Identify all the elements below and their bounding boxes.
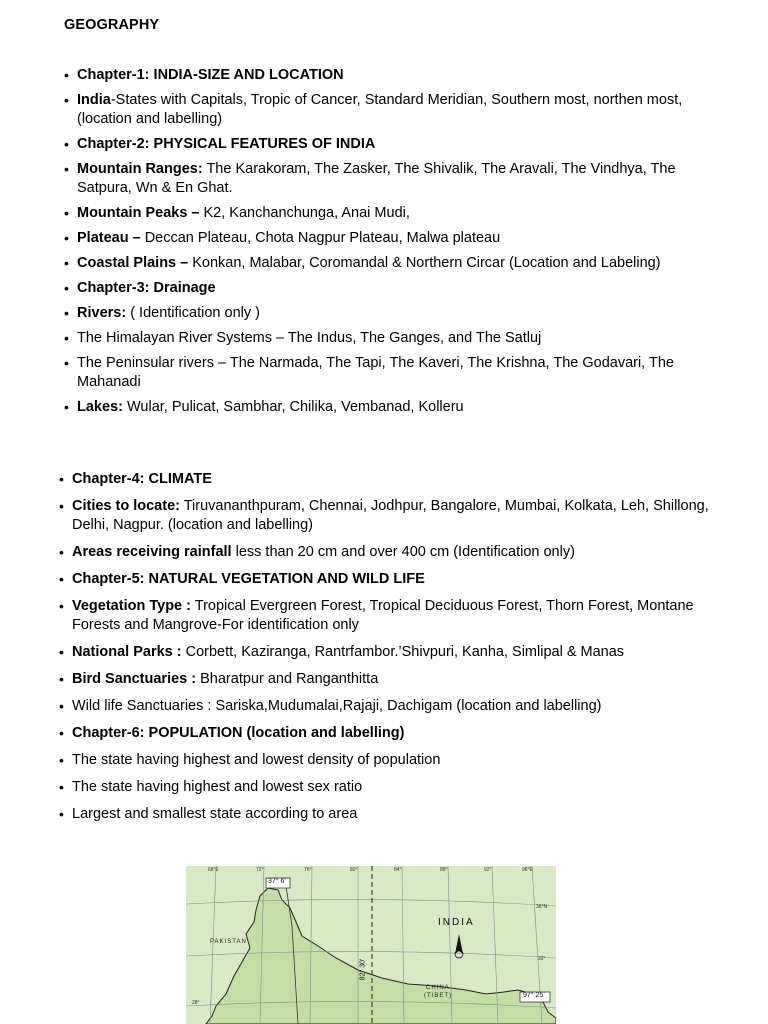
chapter-list-part-1 (77, 66, 717, 423)
item-text: Corbett, Kaziranga, Rantrfambor.’Shivpuri, Kanha, Simlipal & Manas (181, 644, 625, 660)
item-heading: Rivers: (77, 305, 127, 321)
list-item (72, 751, 717, 770)
list-item (77, 135, 717, 154)
list-item (77, 229, 717, 248)
lon-tick-7: 92° (484, 867, 492, 873)
list-item (72, 570, 717, 589)
india-label: INDIA (438, 917, 475, 928)
item-heading: Plateau – (77, 230, 141, 246)
map-label-layer (186, 866, 556, 1024)
item-text: Konkan, Malabar, Coromandal & Northern Circar (Location and Labeling) (188, 255, 661, 271)
item-text: The Peninsular rivers – The Narmada, The Tapi, The Kaveri, The Krishna, The Godavari, The Mahanadi (77, 355, 674, 390)
list-item (77, 254, 717, 273)
list-item (77, 398, 717, 417)
pakistan-label: PAKISTAN (210, 939, 247, 945)
list-item (72, 597, 717, 635)
standard-meridian-label: 82° 30' (359, 958, 367, 981)
list-item (72, 643, 717, 662)
list-item (72, 670, 717, 689)
list-item (77, 279, 717, 298)
item-text: Largest and smallest state according to area (72, 806, 358, 822)
list-item (77, 304, 717, 323)
item-heading: Chapter-3: Drainage (77, 280, 216, 296)
item-text: The Himalayan River Systems – The Indus, The Ganges, and The Satluj (77, 330, 542, 346)
item-heading: Chapter-2: PHYSICAL FEATURES OF INDIA (77, 136, 376, 152)
list-item (77, 160, 717, 198)
item-heading: Chapter-6: POPULATION (location and labelling) (72, 725, 405, 741)
item-text: The state having highest and lowest sex ratio (72, 779, 363, 795)
long-east-label: 97° 25' (523, 992, 545, 999)
lon-tick-2: 72° (256, 867, 264, 873)
chapter-list-part-2 (72, 470, 717, 832)
item-heading: Lakes: (77, 399, 123, 415)
list-item (72, 724, 717, 743)
list-item (77, 329, 717, 348)
item-text: The state having highest and lowest density of population (72, 752, 441, 768)
item-heading: Cities to locate: (72, 498, 180, 514)
item-text: K2, Kanchanchunga, Anai Mudi, (199, 205, 410, 221)
item-text: -States with Capitals, Tropic of Cancer, Standard Meridian, Southern most, northen most, (location and labelling) (77, 92, 683, 127)
item-text: less than 20 cm and over 400 cm (Identification only) (231, 544, 575, 560)
list-item (77, 91, 717, 129)
india-political-map (186, 866, 556, 1024)
lat-tick-2: 32° (538, 956, 546, 962)
list-item (72, 697, 717, 716)
item-text: Deccan Plateau, Chota Nagpur Plateau, Malwa plateau (140, 230, 501, 246)
item-text: Wild life Sanctuaries : Sariska,Mudumalai,Rajaji, Dachigam (location and labelling) (72, 698, 602, 714)
item-text: ( Identification only ) (126, 305, 260, 321)
list-item (72, 543, 717, 562)
list-item (77, 204, 717, 223)
item-heading: Chapter-1: INDIA-SIZE AND LOCATION (77, 67, 344, 83)
item-heading: Bird Sanctuaries : (72, 671, 197, 687)
item-heading: Vegetation Type : (72, 598, 191, 614)
list-item (77, 66, 717, 85)
list-item (72, 470, 717, 489)
lon-tick-3: 76° (304, 867, 312, 873)
item-heading: Chapter-4: CLIMATE (72, 471, 212, 487)
item-heading: Mountain Peaks – (77, 205, 200, 221)
list-item (77, 354, 717, 392)
lon-tick-5: 84° (394, 867, 402, 873)
item-text: Bharatpur and Ranganthitta (196, 671, 379, 687)
lat-tick-1: 36°N (536, 904, 548, 910)
item-heading: Mountain Ranges: (77, 161, 203, 177)
lon-tick-4: 80° (350, 867, 358, 873)
item-text: Tropical Evergreen Forest, Tropical Deciduous Forest, Thorn Forest, Montane Forests and Mangrove-For identification only (72, 598, 694, 633)
item-heading: Areas receiving rainfall (72, 544, 232, 560)
item-text: Wular, Pulicat, Sambhar, Chilika, Vembanad, Kolleru (122, 399, 464, 415)
item-heading: Coastal Plains – (77, 255, 189, 271)
lat-north-label: 37° 6' (268, 878, 286, 885)
item-text: Tiruvananthpuram, Chennai, Jodhpur, Bangalore, Mumbai, Kolkata, Leh, Shillong, Delhi, Nagpur. (location and labelling) (72, 498, 709, 533)
list-item (72, 497, 717, 535)
china-label: CHINA (426, 985, 450, 991)
lat-tick-3: 28° (192, 1000, 200, 1006)
list-item (72, 805, 717, 824)
item-text: The Karakoram, The Zasker, The Shivalik, The Aravali, The Vindhya, The Satpura, Wn & En Ghat. (77, 161, 676, 196)
tibet-label: (TIBET) (424, 993, 452, 999)
item-heading: India (77, 92, 111, 108)
lon-tick-6: 88° (440, 867, 448, 873)
lon-tick-1: 68°E (208, 867, 219, 873)
item-heading: Chapter-5: NATURAL VEGETATION AND WILD LIFE (72, 571, 425, 587)
lon-tick-8: 96°E (522, 867, 533, 873)
item-heading: National Parks : (72, 644, 182, 660)
list-item (72, 778, 717, 797)
page-title: GEOGRAPHY (64, 17, 160, 33)
